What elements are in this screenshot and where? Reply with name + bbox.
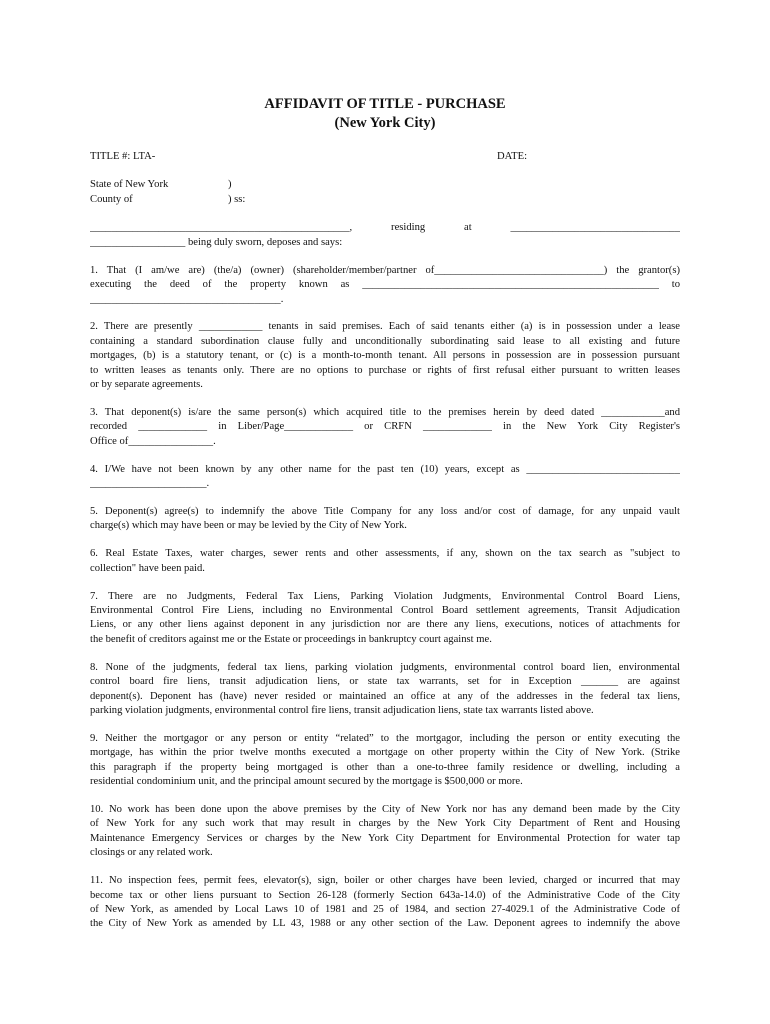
paragraph-line: to written leases as tenants only. There are no options to purchase or rights of first refusal either pursuant to written leases [90, 364, 680, 376]
paragraph-line: this paragraph if the property being mortgaged is other than a one-to-three family residence or dwelling, including a [90, 761, 680, 773]
paragraph-line: executing the deed of the property known as ________________________________________________________ to [90, 279, 680, 291]
state-label: State of New York [90, 179, 169, 191]
paragraph-line: 5. Deponent(s) agree(s) to indemnify the above Title Company for any loss and/or cost of damage, for any unpaid vault [90, 505, 680, 517]
paragraph-line: or by separate agreements. [90, 379, 203, 391]
paragraph-line: 3. That deponent(s) is/are the same person(s) which acquired title to the premises herein by deed dated ____________and [90, 406, 680, 418]
intro-line: __________________ being duly sworn, deposes and says: [90, 236, 343, 248]
paragraph-7 [90, 590, 680, 648]
title-number-label: TITLE #: LTA- [90, 151, 156, 162]
paragraph-line: residential condominium unit, and the principal amount secured by the mortgage is $500,000 or more. [90, 776, 523, 788]
affidavit-paragraphs [90, 264, 680, 932]
paragraph-3 [90, 406, 680, 449]
document-title: AFFIDAVIT OF TITLE - PURCHASE [264, 96, 506, 112]
county-label: County of [90, 193, 133, 205]
document-subtitle: (New York City) [334, 115, 436, 131]
affidavit-page [90, 95, 680, 945]
paragraph-line: 6. Real Estate Taxes, water charges, sewer rents and other assessments, if any, shown on the tax search as "subject to [90, 548, 680, 560]
paragraph-4 [90, 463, 680, 492]
paragraph-line: 7. There are no Judgments, Federal Tax Liens, Parking Violation Judgments, Environmental Control Board Liens, [90, 590, 680, 602]
paragraph-line: Liens, or any other liens against deponent in any jurisdiction nor are there any liens, executions, notices of attachments for [90, 619, 680, 631]
paragraph-line: the City of New York as amended by LL 43, 1988 or any other section of the Law. Deponent agrees to indemnify the above [90, 918, 680, 930]
venue-block [90, 178, 680, 208]
paragraph-2 [90, 320, 680, 392]
paragraph-line: 9. Neither the mortgagor or any person or entity “related” to the mortgagor, including the person or entity executing the [90, 732, 680, 744]
paragraph-line: become tax or other liens pursuant to Section 26-128 (formerly Section 643a-14.0) of the Administrative Code of the City [90, 889, 680, 901]
paragraph-line: the benefit of creditors against me or the Estate or proceedings in bankruptcy court against me. [90, 633, 492, 645]
paragraph-6 [90, 547, 680, 576]
venue-paren: ) [228, 179, 232, 191]
title-date-row [90, 150, 680, 164]
paragraph-line: closings or any related work. [90, 847, 213, 859]
deponent-intro [90, 221, 680, 250]
paragraph-line: Environmental Control Fire Liens, including no Environmental Control Board settlement agreements, Transit Adjudication [90, 605, 680, 617]
venue-ss: ) ss: [228, 193, 246, 205]
paragraph-line: parking violation judgments, environmental control fire liens, transit adjudication liens, state tax warrants listed above. [90, 704, 594, 716]
paragraph-line: 10. No work has been done upon the above premises by the City of New York nor has any demand been made by the City [90, 803, 680, 815]
paragraph-line: 2. There are presently ____________ tenants in said premises. Each of said tenants either (a) is in possession under a lease [90, 321, 680, 333]
paragraph-line: charge(s) which may have been or may be levied by the City of New York. [90, 520, 407, 532]
paragraph-line: mortgage, has within the prior twelve months executed a mortgage on other property within the City of New York. (Strike [90, 747, 680, 759]
paragraph-line: Office of________________. [90, 435, 216, 447]
paragraph-line: ____________________________________. [90, 293, 284, 305]
paragraph-8 [90, 661, 680, 719]
paragraph-10 [90, 803, 680, 861]
paragraph-5 [90, 505, 680, 534]
paragraph-line: Maintenance Emergency Services or charges by the New York City Department for Environmental Protection for water tap [90, 832, 680, 844]
date-label: DATE: [497, 151, 528, 162]
paragraph-1 [90, 264, 680, 307]
paragraph-line: of New York for any such work that may result in charges by the New York City Department of Rent and Housing [90, 818, 680, 830]
paragraph-line: recorded _____________ in Liber/Page_____________ or CRFN _____________ in the New York City Register's [90, 421, 680, 433]
paragraph-line: containing a standard subordination clause fully and unconditionally subordinating said lease to all existing and future [90, 335, 680, 347]
paragraph-11 [90, 874, 680, 932]
intro-line: _________________________________________________, residing at ________________________________ [90, 222, 680, 234]
paragraph-line: 11. No inspection fees, permit fees, elevator(s), sign, boiler or other charges have been levied, charged or incurred that may [90, 875, 680, 887]
paragraph-9 [90, 732, 680, 790]
paragraph-line: mortgages, (b) is a statutory tenant, or (c) is a month-to-month tenant. All persons in possession are in possession pursuant [90, 350, 680, 362]
paragraph-line: 4. I/We have not been known by any other name for the past ten (10) years, except as _____________________________ [90, 463, 680, 475]
paragraph-line: 1. That (I am/we are) (the/a) (owner) (shareholder/member/partner of________________________________) the grantor(s) [90, 264, 680, 276]
paragraph-line: ______________________. [90, 478, 210, 490]
paragraph-line: deponent(s). Deponent has (have) never resided or maintained an office at any of the addresses in the federal tax liens, [90, 690, 680, 702]
paragraph-line: collection" have been paid. [90, 562, 205, 574]
paragraph-line: control board fire liens, transit adjudication liens, or state tax warrants, set for in Exception _______ are against [90, 676, 680, 688]
paragraph-line: 8. None of the judgments, federal tax liens, parking violation judgments, environmental control board lien, environmental [90, 661, 680, 673]
paragraph-line: of New York, as amended by Local Laws 10 of 1981 and 25 of 1984, and section 27-4029.1 of the Administrative Code of [90, 903, 680, 915]
